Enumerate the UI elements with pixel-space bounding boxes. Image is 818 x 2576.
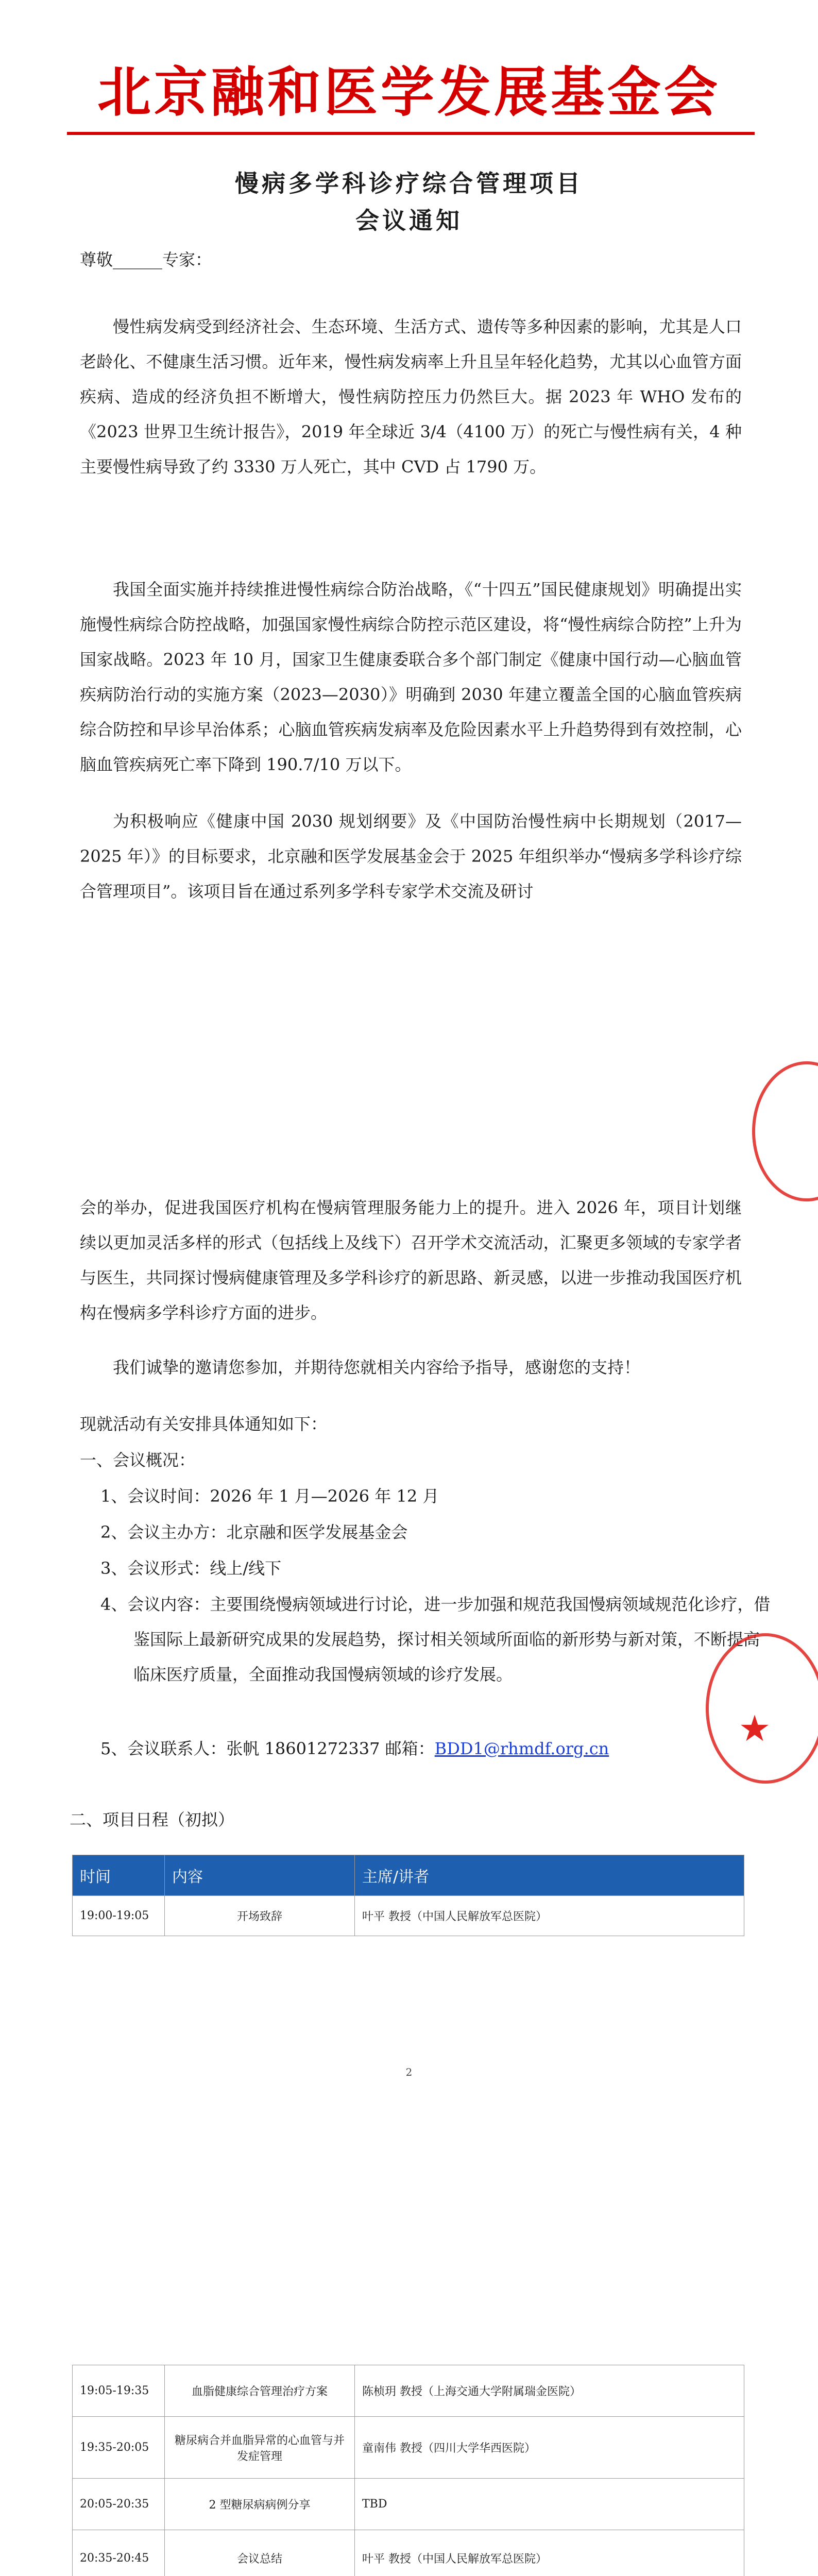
section-1-heading: 一、会议概况：	[80, 1450, 196, 1470]
schedule-speaker: 童南伟 教授（四川大学华西医院）	[355, 2417, 744, 2479]
paragraph-4: 会的举办，促进我国医疗机构在慢病管理服务能力上的提升。进入 2026 年，项目计划继续以更加灵活多样的形式（包括线上及线下）召开学术交流活动，汇聚更多领域的专家学者与医生，共同探讨慢病健康管理及多学科诊疗的新思路、新灵感，以进一步推动我国医疗机构在慢病多学科诊疗方面的进步。	[80, 1198, 742, 1323]
table-row	[73, 2530, 744, 2576]
schedule-speaker: 叶平 教授（中国人民解放军总医院）	[355, 2530, 744, 2576]
paragraph-3: 为积极响应《健康中国 2030 规划纲要》及《中国防治慢性病中长期规划（2017—2025 年）》的目标要求，北京融和医学发展基金会于 2025 年组织举办“慢病多学科诊疗综合管理项目”。该项目旨在通过系列多学科专家学术交流及研讨	[80, 811, 742, 901]
schedule-col-topic: 内容	[165, 1855, 355, 1896]
schedule-col-speaker: 主席/讲者	[355, 1855, 744, 1896]
schedule-time: 20:05-20:35	[73, 2479, 165, 2530]
notice-intro: 现就活动有关安排具体通知如下：	[80, 1414, 328, 1434]
section-1-item-time: 1、会议时间：2026 年 1 月—2026 年 12 月	[100, 1486, 439, 1506]
schedule-topic: 糖尿病合并血脂异常的心血管与并发症管理	[165, 2417, 355, 2479]
schedule-speaker: TBD	[355, 2479, 744, 2530]
seal-star-icon: ★	[738, 1707, 771, 1750]
page-number: 2	[405, 2066, 413, 2078]
schedule-table-page-1	[72, 1855, 744, 1936]
paragraph-5: 我们诚挚的邀请您参加，并期待您就相关内容给予指导，感谢您的支持！	[113, 1358, 641, 1377]
schedule-topic: 血脂健康综合管理治疗方案	[165, 2365, 355, 2417]
schedule-speaker: 陈桢玥 教授（上海交通大学附属瑞金医院）	[355, 2365, 744, 2417]
section-1-item-host: 2、会议主办方：北京融和医学发展基金会	[100, 1522, 408, 1542]
schedule-topic: 开场致辞	[165, 1896, 355, 1936]
letterhead-org-name: 北京融和医学发展基金会	[97, 61, 721, 124]
contact-email-link[interactable]: BDD1@rhmdf.org.cn	[434, 1739, 609, 1758]
section-1-item-contact	[100, 1731, 742, 1766]
section-1-item-content: 4、会议内容：主要围绕慢病领域进行讨论，进一步加强和规范我国慢病领域规范化诊疗，借鉴国际上最新研究成果的发展趋势，探讨相关领域所面临的新形势与新对策，不断提高临床医疗质量，全面推动我国慢病领域的诊疗发展。	[100, 1595, 771, 1684]
document-title: 慢病多学科诊疗综合管理项目	[235, 170, 583, 197]
table-row	[73, 2417, 744, 2479]
schedule-topic: 会议总结	[165, 2530, 355, 2576]
schedule-table-page-2	[72, 2365, 744, 2576]
table-row	[73, 2479, 744, 2530]
contact-label: 5、会议联系人：张帆 18601272337 邮箱：	[100, 1739, 435, 1758]
schedule-topic: 2 型糖尿病病例分享	[165, 2479, 355, 2530]
schedule-col-time: 时间	[73, 1855, 165, 1896]
seam-seal	[752, 1061, 818, 1201]
schedule-header-row	[73, 1855, 744, 1896]
paragraph-2: 我国全面实施并持续推进慢性病综合防治战略，《“十四五”国民健康规划》明确提出实施慢性病综合防控战略，加强国家慢性病综合防控示范区建设，将“慢性病综合防控”上升为国家战略。2023 年 10 月，国家卫生健康委联合多个部门制定《健康中国行动—心脑血管疾病防治行动的实施方案（2023—2030）》明确到 2030 年建立覆盖全国的心脑血管疾病综合防控和早诊早治体系；心脑血管疾病发病率及危险因素水平上升趋势得到有效控制，心脑血管疾病死亡率下降到 190.7/10 万以下。	[80, 580, 742, 774]
schedule-time: 19:00-19:05	[73, 1896, 165, 1936]
schedule-time: 20:35-20:45	[73, 2530, 165, 2576]
document-subtitle: 会议通知	[355, 207, 463, 234]
schedule-time: 19:35-20:05	[73, 2417, 165, 2479]
section-2-heading: 二、项目日程（初拟）	[70, 1810, 235, 1829]
paragraph-1: 慢性病发病受到经济社会、生态环境、生活方式、遗传等多种因素的影响，尤其是人口老龄化、不健康生活习惯。近年来，慢性病发病率上升且呈年轻化趋势，尤其以心血管方面疾病、造成的经济负担不断增大，慢性病防控压力仍然巨大。据 2023 年 WHO 发布的《2023 世界卫生统计报告》，2019 年全球近 3/4（4100 万）的死亡与慢性病有关，4 种主要慢性病导致了约 3330 万人死亡，其中 CVD 占 1790 万。	[80, 317, 742, 477]
table-row	[73, 2365, 744, 2417]
schedule-speaker: 叶平 教授（中国人民解放军总医院）	[355, 1896, 744, 1936]
table-row	[73, 1896, 744, 1936]
section-1-item-format: 3、会议形式：线上/线下	[100, 1558, 282, 1578]
salutation: 尊敬______专家：	[80, 250, 212, 269]
letterhead-rule	[67, 132, 755, 135]
schedule-time: 19:05-19:35	[73, 2365, 165, 2417]
